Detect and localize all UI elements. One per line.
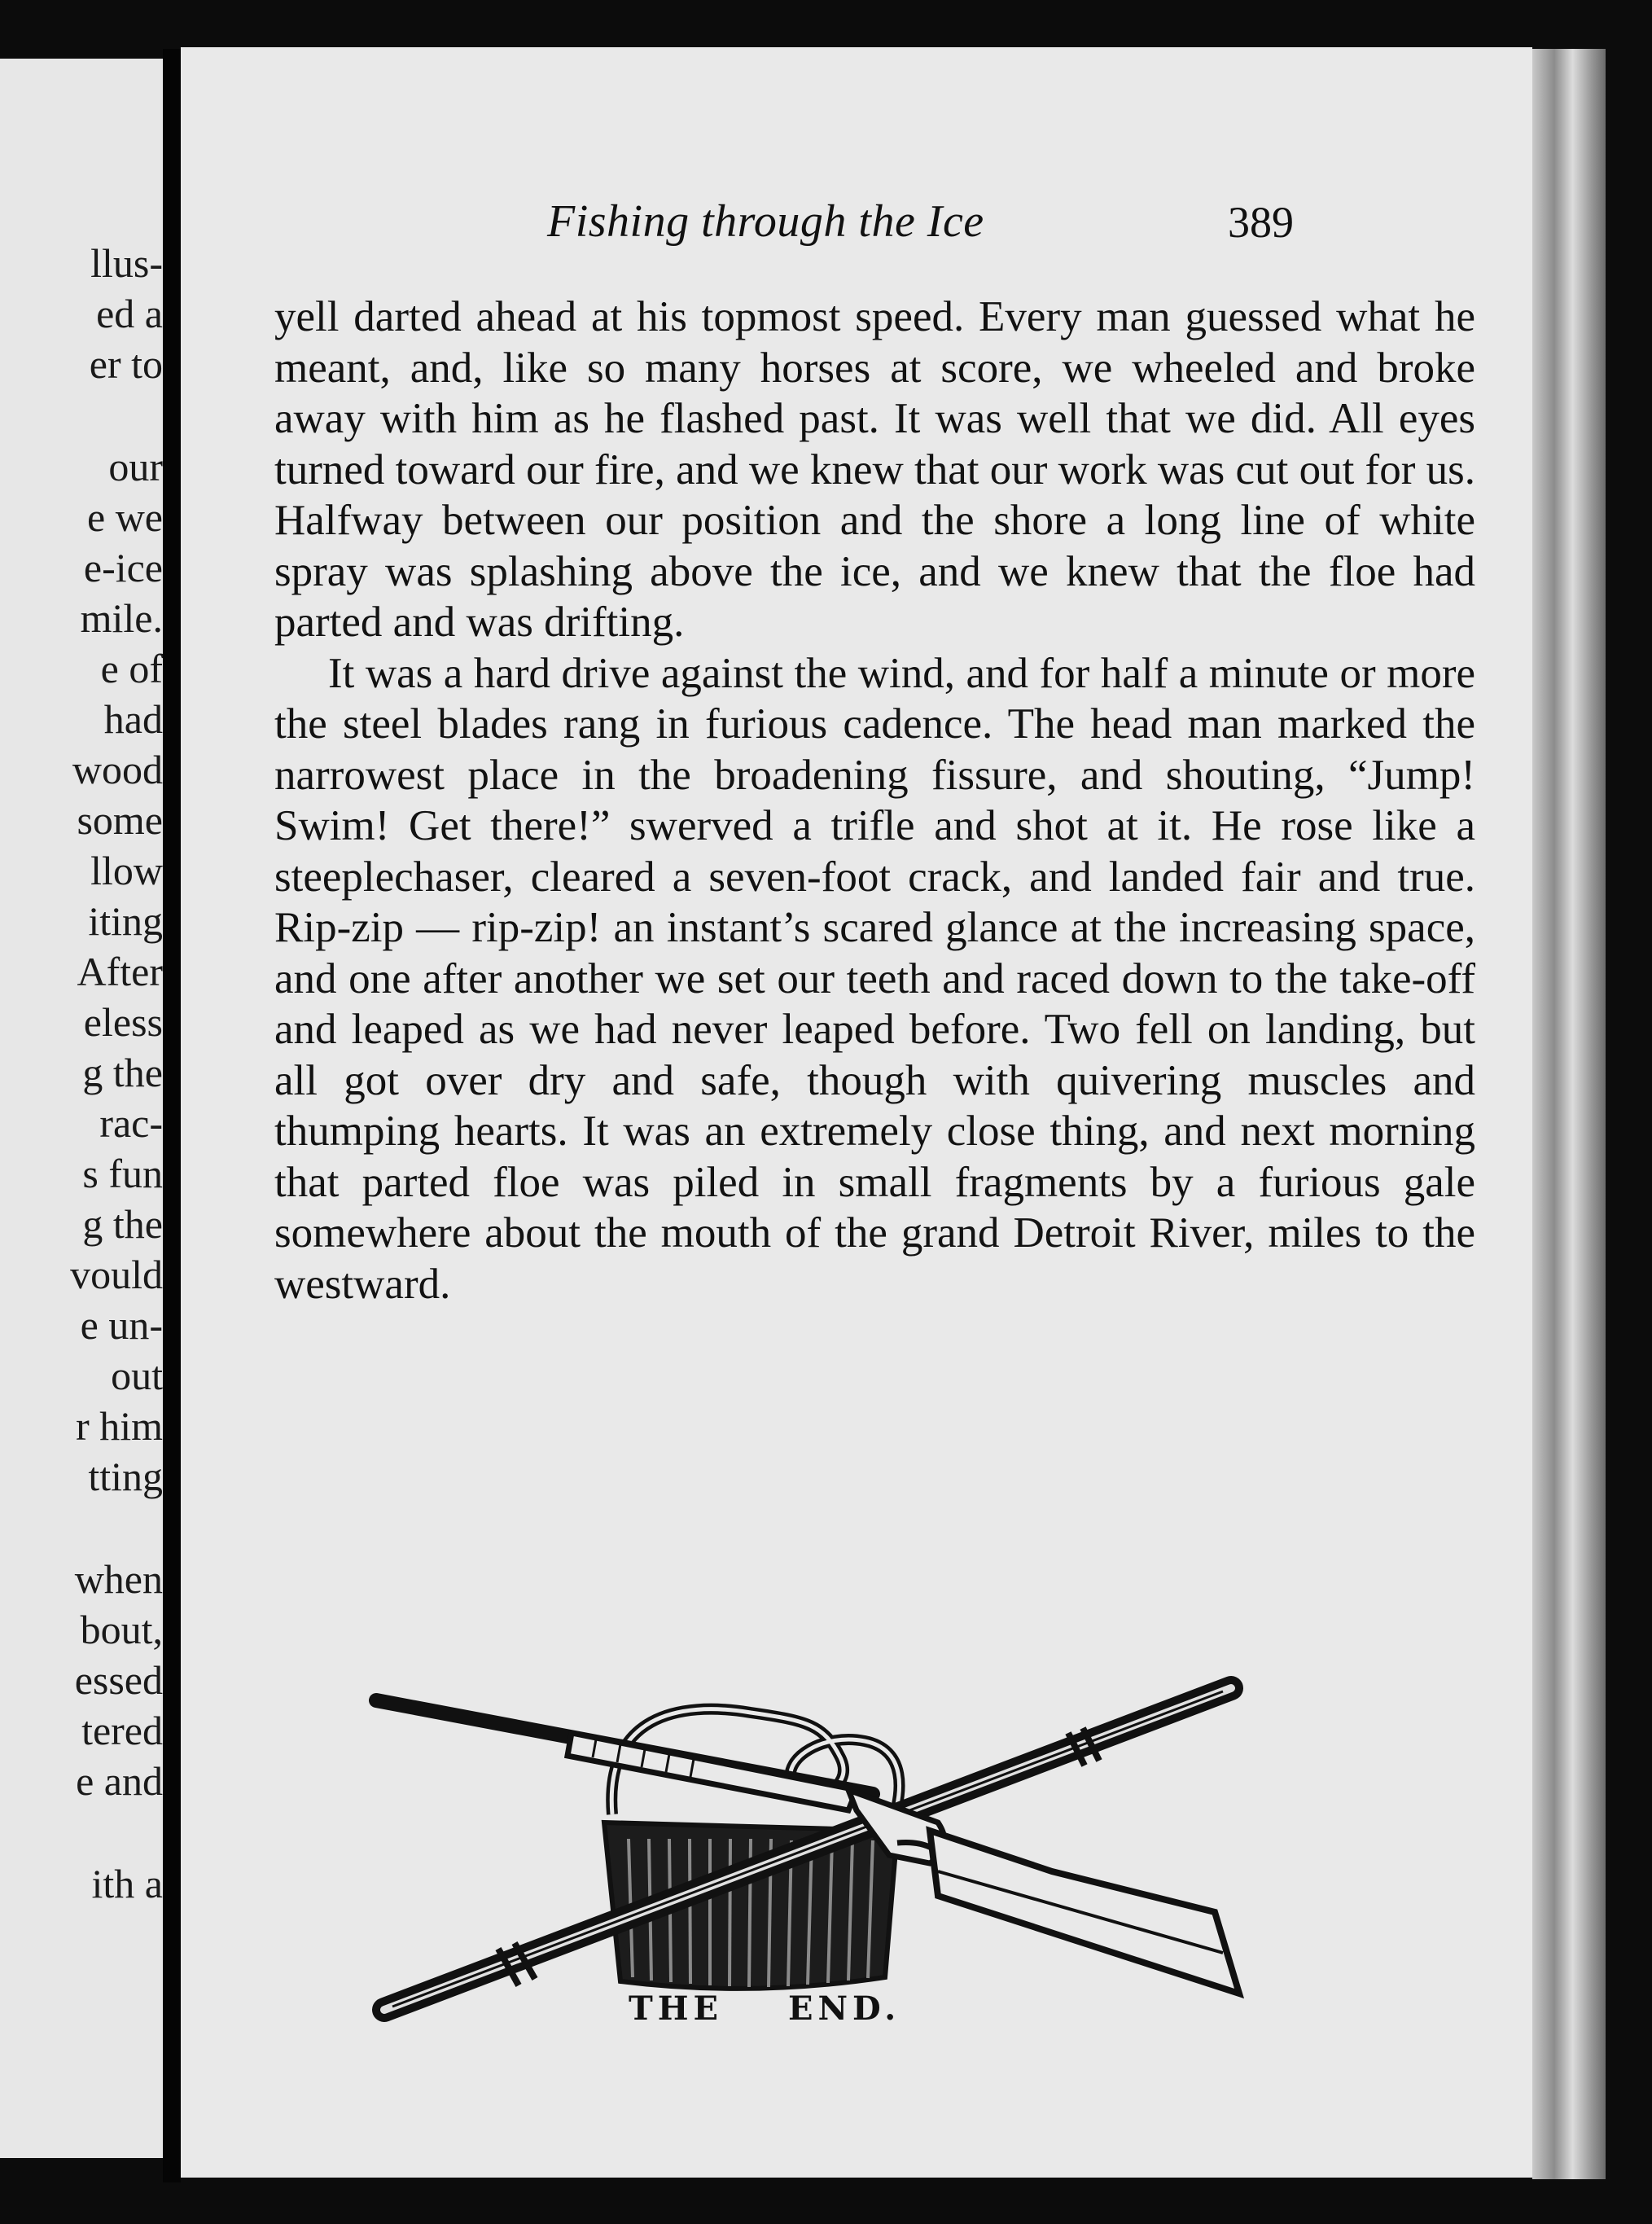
- page-number: 389: [1228, 198, 1294, 247]
- facing-page-line: our: [108, 444, 163, 489]
- book-gutter: [163, 49, 181, 2182]
- facing-page-line: bout,: [80, 1607, 163, 1652]
- facing-page-line: had: [103, 696, 163, 742]
- facing-page-line: e and: [76, 1758, 163, 1804]
- facing-page-line: g the: [82, 1050, 163, 1095]
- paragraph: yell darted ahead at his topmost speed. Every man guessed what he meant, and, like so many horses at score, we wheeled and broke away with him as he flashed past. It was well that we did. All eyes turned toward our fire, and we knew that our work was cut out for us. Halfway between our position and the shore a long line of white spray was splashing above the ice, and we knew that the floe had parted and was drifting.: [274, 293, 1475, 646]
- running-title: Fishing through the Ice: [547, 196, 984, 247]
- facing-page-line: wood: [72, 747, 163, 792]
- facing-page-line: tered: [81, 1708, 163, 1753]
- crossed-rifles-and-basket-icon: [368, 1668, 1247, 2042]
- body-text: [274, 292, 1475, 1309]
- facing-page-line: After: [77, 949, 163, 994]
- facing-page-line: e of: [100, 646, 163, 691]
- facing-page-line: e we: [87, 494, 163, 540]
- facing-page-line: g the: [82, 1201, 163, 1247]
- facing-page-line: llow: [90, 848, 163, 893]
- facing-page-line: mile.: [80, 595, 163, 641]
- page-edge: [1532, 49, 1606, 2179]
- facing-page-line: out: [111, 1353, 163, 1398]
- paragraph: It was a hard drive against the wind, and for half a minute or more the steel blades rang in furious cadence. The head man marked the narrowest place in the broadening fissure, and shouting, “Jump! Swim! Get there!” swerved a trifle and shot at it. He rose like a steeplechaser, cleared a seven-foot crack, and landed fair and true. Rip-zip — rip-zip! an instant’s scared glance at the increasing space, and one after another we set our teeth and raced down to the take-off and leaped as we had never leaped before. Two fell on landing, but all got over dry and safe, though with quivering muscles and thumping hearts. It was an extremely close thing, and next morning that parted floe was piled in small fragments by a furious gale somewhere about the mouth of the grand Detroit River, miles to the westward.: [274, 649, 1475, 1308]
- facing-page-line: llus-: [90, 240, 163, 286]
- facing-page-line: iting: [88, 898, 163, 944]
- facing-page-line: tting: [88, 1454, 163, 1499]
- facing-page-line: r him: [76, 1403, 163, 1449]
- facing-page-line: when: [74, 1556, 163, 1602]
- facing-page-line: s fun: [82, 1151, 163, 1196]
- facing-page-line: ith a: [91, 1861, 163, 1906]
- facing-page-line: vould: [70, 1252, 163, 1297]
- facing-page-line: e-ice: [83, 545, 163, 590]
- the-end-caption: THE END.: [629, 1989, 901, 2028]
- facing-page-line: rac-: [99, 1100, 163, 1146]
- facing-page-line: ed a: [96, 291, 163, 336]
- facing-page-line: e un-: [80, 1302, 163, 1348]
- book-page: [181, 47, 1532, 2178]
- facing-page-line: essed: [74, 1657, 163, 1703]
- facing-page-line: er to: [89, 341, 163, 387]
- facing-page-line: eless: [83, 999, 163, 1045]
- facing-page: [0, 59, 163, 2158]
- facing-page-line: some: [77, 797, 163, 843]
